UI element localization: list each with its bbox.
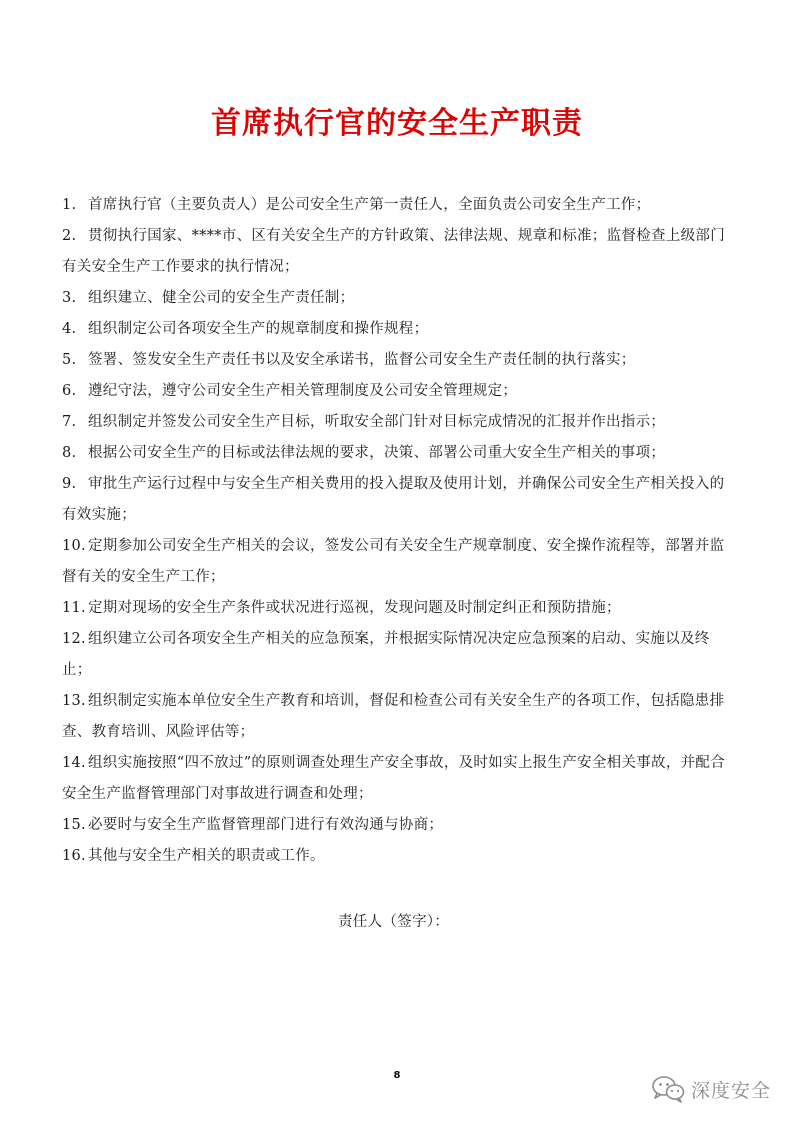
item-text: 其他与安全生产相关的职责或工作。 <box>88 848 325 864</box>
duty-item-15 <box>62 810 738 841</box>
item-number: 15. <box>62 817 86 833</box>
item-text: 组织建立、健全公司的安全生产责任制； <box>88 290 355 306</box>
item-number: 9. <box>62 476 77 492</box>
item-number: 5. <box>62 352 77 368</box>
item-number: 12. <box>62 631 86 647</box>
duty-item-7 <box>62 407 738 438</box>
item-text: 组织制定并签发公司安全生产目标，听取安全部门针对目标完成情况的汇报并作出指示； <box>88 414 666 430</box>
item-text: 遵纪守法，遵守公司安全生产相关管理制度及公司安全管理规定； <box>88 383 518 399</box>
item-number: 2. <box>62 228 77 244</box>
item-text: 签署、签发安全生产责任书以及安全承诺书，监督公司安全生产责任制的执行落实； <box>88 352 636 368</box>
duty-item-12 <box>62 624 738 686</box>
watermark-text: 深度安全 <box>691 1079 772 1102</box>
item-text: 组织实施按照“四不放过”的原则调查处理生产安全事故，及时如实上报生产安全相关事故，并配合安全生产监督管理部门对事故进行调查和处理； <box>62 755 726 802</box>
item-text: 必要时与安全生产监督管理部门进行有效沟通与协商； <box>88 817 444 833</box>
item-number: 11. <box>62 600 86 616</box>
item-text: 定期对现场的安全生产条件或状况进行巡视，发现问题及时制定纠正和预防措施； <box>88 600 621 616</box>
duty-item-14 <box>62 748 738 810</box>
duty-item-11 <box>62 593 738 624</box>
item-text: 组织制定公司各项安全生产的规章制度和操作规程； <box>88 321 429 337</box>
item-text: 首席执行官（主要负责人）是公司安全生产第一责任人，全面负责公司安全生产工作； <box>88 197 651 213</box>
item-number: 13. <box>62 693 86 709</box>
duty-item-5 <box>62 345 738 376</box>
duty-item-1 <box>62 190 738 221</box>
duty-item-4 <box>62 314 738 345</box>
item-text: 审批生产运行过程中与安全生产相关费用的投入提取及使用计划，并确保公司安全生产相关投入的有效实施； <box>62 476 725 523</box>
item-number: 6. <box>62 383 77 399</box>
duty-item-16 <box>62 841 738 872</box>
duty-item-8 <box>62 438 738 469</box>
wechat-icon <box>650 1074 686 1104</box>
item-number: 14. <box>62 755 86 771</box>
item-text: 组织建立公司各项安全生产相关的应急预案，并根据实际情况决定应急预案的启动、实施以及终止； <box>62 631 710 678</box>
duty-item-10 <box>62 531 738 593</box>
item-text: 组织制定实施本单位安全生产教育和培训，督促和检查公司有关安全生产的各项工作，包括隐患排查、教育培训、风险评估等； <box>62 693 725 740</box>
item-number: 1. <box>62 197 77 213</box>
page-number: 8 <box>393 1070 401 1081</box>
duty-list <box>62 190 738 872</box>
item-number: 10. <box>62 538 86 554</box>
duty-item-9 <box>62 469 738 531</box>
document-title: 首席执行官的安全生产职责 <box>211 106 583 141</box>
signature-label: 责任人（签字）： <box>338 914 450 930</box>
item-text: 根据公司安全生产的目标或法律法规的要求，决策、部署公司重大安全生产相关的事项； <box>88 445 666 461</box>
item-number: 3. <box>62 290 77 306</box>
item-number: 16. <box>62 848 86 864</box>
item-number: 7. <box>62 414 77 430</box>
item-text: 贯彻执行国家、****市、区有关安全生产的方针政策、法律法规、规章和标准；监督检查上级部门有关安全生产工作要求的执行情况； <box>62 228 725 275</box>
item-number: 4. <box>62 321 77 337</box>
duty-item-13 <box>62 686 738 748</box>
item-number: 8. <box>62 445 77 461</box>
duty-item-2 <box>62 221 738 283</box>
watermark <box>650 1074 771 1104</box>
item-text: 定期参加公司安全生产相关的会议，签发公司有关安全生产规章制度、安全操作流程等，部署并监督有关的安全生产工作； <box>62 538 725 585</box>
duty-item-3 <box>62 283 738 314</box>
duty-item-6 <box>62 376 738 407</box>
